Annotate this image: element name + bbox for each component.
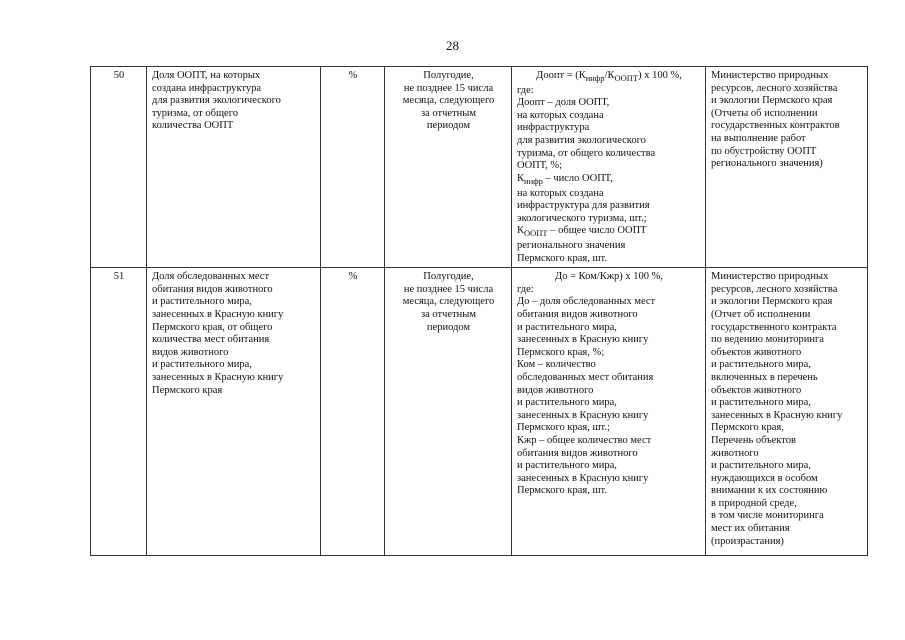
method-line: Ком – количество [517, 359, 596, 371]
indicator-name-line: создана инфраструктура [152, 82, 262, 94]
method-line: Кжр – общее количество мест [517, 434, 652, 446]
period-line: периодом [426, 321, 471, 333]
method-line: и растительного мира, [517, 397, 617, 409]
method-line: Пермского края, шт. [517, 252, 607, 264]
period-line: периодом [426, 120, 471, 132]
method-line: инфраструктура для развития [517, 200, 650, 212]
indicator-name-line: количества ООПТ [152, 120, 234, 132]
page-number: 28 [446, 38, 459, 53]
variable-definition: – число ООПТ, [542, 172, 613, 184]
source-line: нуждающихся в особом [711, 472, 818, 484]
source-line: Перечень объектов [711, 434, 796, 446]
table-row [91, 268, 868, 556]
source-line: Пермского края, [711, 422, 784, 434]
method-line: инфраструктура [517, 122, 590, 134]
method-line: Пермского края, %; [517, 346, 605, 358]
method-line [517, 225, 701, 240]
variable-subscript: инфр [524, 175, 543, 186]
method-line: где: [517, 84, 534, 96]
source-line: регионального значения) [711, 158, 823, 170]
formula [517, 70, 701, 85]
row-number: 50 [91, 67, 147, 268]
period-line: месяца, следующего [402, 95, 495, 107]
formula: До = Ком/Кжр) x 100 %, [555, 271, 663, 283]
source-line: ресурсов, лесного хозяйства [711, 82, 838, 94]
source-line: государственного контракта [711, 321, 837, 333]
source-line: государственных контрактов [711, 120, 840, 132]
source-line: (произрастания) [711, 535, 784, 547]
method-line: на которых создана [517, 187, 604, 199]
method-line: Доопт – доля ООПТ, [517, 97, 610, 109]
indicator-name-cell [147, 268, 321, 556]
row-number: 51 [91, 268, 147, 556]
method-line: и растительного мира, [517, 321, 617, 333]
source-line: ресурсов, лесного хозяйства [711, 283, 838, 295]
formula-subscript: инфр [585, 73, 605, 84]
method-line: До – доля обследованных мест [517, 296, 656, 308]
source-line: Министерство природных [711, 70, 829, 81]
indicator-name-line: занесенных в Красную книгу [152, 308, 284, 320]
period-cell [385, 67, 512, 268]
unit-cell: % [321, 268, 385, 556]
method-line: Пермского края, шт. [517, 485, 607, 497]
indicator-name-line: занесенных в Красную книгу [152, 371, 284, 383]
period-line: за отчетным [421, 107, 476, 119]
variable-symbol: К [517, 225, 525, 237]
method-cell [512, 268, 706, 556]
method-line: ООПТ, %; [517, 160, 563, 172]
period-line: не позднее 15 числа [403, 82, 494, 94]
indicator-name-line: Доля обследованных мест [152, 271, 270, 283]
period-line: не позднее 15 числа [403, 283, 494, 295]
method-line: и растительного мира, [517, 460, 617, 472]
method-line: занесенных в Красную книгу [517, 472, 649, 484]
method-line: обследованных мест обитания [517, 371, 654, 383]
source-line: Министерство природных [711, 271, 829, 283]
method-line: экологического туризма, шт.; [517, 212, 647, 224]
table-row [91, 67, 868, 268]
method-line: видов животного [517, 384, 594, 396]
source-line: в природной среде, [711, 497, 797, 509]
method-line: занесенных в Красную книгу [517, 409, 649, 421]
method-line [517, 173, 701, 188]
source-line: занесенных в Красную книгу [711, 409, 843, 421]
method-line: обитания видов животного [517, 308, 638, 320]
source-line: и растительного мира, [711, 460, 811, 472]
formula-part: ) x 100 %, [638, 70, 682, 81]
indicator-name-line: количества мест обитания [152, 334, 270, 346]
indicator-name-cell [147, 67, 321, 268]
method-line: туризма, от общего количества [517, 147, 656, 159]
source-cell [706, 268, 868, 556]
source-line: и растительного мира, [711, 359, 811, 371]
formula-subscript: ООПТ [614, 73, 639, 84]
method-line: обитания видов животного [517, 447, 638, 459]
formula-part: /К [604, 70, 615, 81]
indicator-name-line: и растительного мира, [152, 296, 252, 308]
period-line: Полугодие, [423, 70, 474, 81]
period-line: месяца, следующего [402, 296, 495, 308]
formula-part: Доопт = (К [536, 70, 586, 81]
indicator-name-line: Доля ООПТ, на которых [152, 70, 261, 81]
period-cell [385, 268, 512, 556]
source-line: и экологии Пермского края [711, 95, 833, 107]
method-line: на которых создана [517, 109, 604, 121]
source-line: объектов животного [711, 346, 802, 358]
source-line: по ведению мониторинга [711, 334, 824, 346]
method-line: регионального значения [517, 240, 626, 251]
source-line: (Отчет об исполнении [711, 308, 811, 320]
indicator-name-line: для развития экологического [152, 95, 281, 107]
method-cell [512, 67, 706, 268]
period-line: за отчетным [421, 308, 476, 320]
source-cell [706, 67, 868, 268]
unit-cell: % [321, 67, 385, 268]
source-line: (Отчеты об исполнении [711, 107, 818, 119]
indicator-name-line: и растительного мира, [152, 359, 252, 371]
indicator-name-line: туризма, от общего [152, 107, 239, 119]
method-line: занесенных в Красную книгу [517, 334, 649, 346]
method-line: для развития экологического [517, 135, 646, 147]
method-line: где: [517, 283, 534, 295]
variable-definition: – общее число ООПТ [547, 225, 647, 237]
source-line: животного [711, 447, 759, 459]
variable-subscript: ООПТ [524, 228, 548, 239]
variable-symbol: К [517, 172, 525, 184]
source-line: в том числе мониторинга [711, 510, 824, 522]
source-line: мест их обитания [711, 523, 790, 535]
indicator-name-line: обитания видов животного [152, 283, 273, 295]
source-line: объектов животного [711, 384, 802, 396]
period-line: Полугодие, [423, 271, 474, 283]
source-line: на выполнение работ [711, 132, 806, 144]
indicator-name-line: видов животного [152, 346, 229, 358]
source-line: и растительного мира, [711, 397, 811, 409]
source-line: и экологии Пермского края [711, 296, 833, 308]
source-line: включенных в перечень [711, 371, 818, 383]
indicator-name-line: Пермского края [152, 384, 223, 396]
indicator-name-line: Пермского края, от общего [152, 321, 273, 333]
method-line: Пермского края, шт.; [517, 422, 610, 434]
source-line: по обустройству ООПТ [711, 145, 817, 157]
indicators-table [90, 66, 868, 556]
source-line: внимании к их состоянию [711, 485, 828, 497]
